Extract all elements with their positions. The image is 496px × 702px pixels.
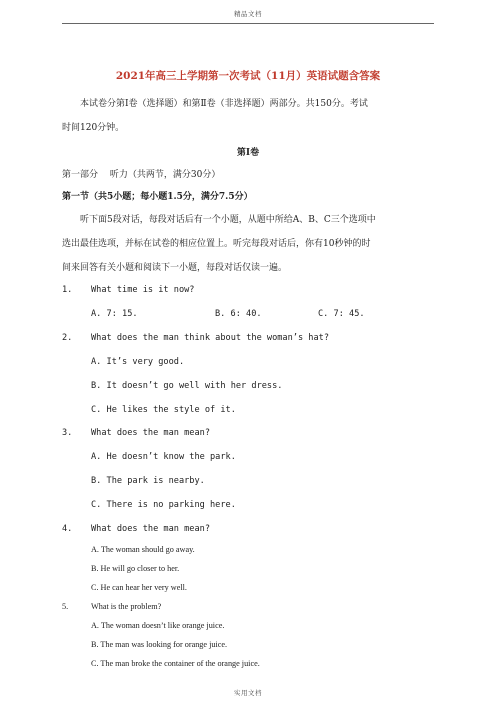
question-text: What does the man think about the woman’s hat? [91, 333, 329, 343]
footer-watermark: 实用文档 [234, 689, 262, 697]
section-heading: 第一节（共5小题；每小题1.5分，满分7.5分） [62, 192, 253, 202]
option-a: A. The woman doesn’t like orange juice. [91, 621, 225, 630]
question-number: 1. [62, 285, 73, 295]
option-c: C. The man broke the container of the orange juice. [91, 659, 260, 668]
option-a: A. The woman should go away. [91, 545, 195, 554]
question-number: 4. [62, 524, 73, 534]
intro-line-1: 本试卷分第Ⅰ卷（选择题）和第Ⅱ卷（非选择题）两部分。共150分。考试 [80, 99, 368, 109]
intro-line-2: 时间120分钟。 [62, 123, 125, 133]
option-b: B. 6: 40. [215, 309, 262, 319]
option-c: C. He can hear her very well. [91, 583, 187, 592]
document-title: 2021年高三上学期第一次考试（11月）英语试题含答案 [115, 70, 381, 82]
directions-line-3: 间来回答有关小题和阅读下一小题，每段对话仅读一遍。 [62, 263, 288, 273]
header-watermark: 精品文档 [234, 10, 262, 18]
option-b: B. The park is nearby. [91, 476, 205, 486]
option-a: A. He doesn’t know the park. [91, 452, 236, 462]
option-b: B. It doesn’t go well with her dress. [91, 381, 283, 391]
option-c: C. There is no parking here. [91, 500, 236, 510]
directions-line-1: 听下面5段对话，每段对话后有一个小题，从题中所给A、B、C三个选项中 [80, 215, 376, 225]
question-number: 2. [62, 333, 73, 343]
volume-heading: 第Ⅰ卷 [236, 148, 260, 158]
header-divider [62, 23, 434, 24]
directions-line-2: 选出最佳选项，并标在试卷的相应位置上。听完每段对话后，你有10秒钟的时 [62, 239, 371, 249]
question-number: 3. [62, 428, 73, 438]
option-c: C. He likes the style of it. [91, 405, 236, 415]
question-number: 5. [62, 602, 69, 611]
option-b: B. The man was looking for orange juice. [91, 640, 228, 649]
question-text: What is the problem? [91, 602, 162, 611]
option-c: C. 7: 45. [318, 309, 365, 319]
option-a: A. It’s very good. [91, 357, 185, 367]
option-a: A. 7: 15. [91, 309, 138, 319]
option-b: B. He will go closer to her. [91, 564, 180, 573]
part-heading: 第一部分 听力（共两节，满分30分） [62, 170, 221, 180]
question-text: What time is it now? [91, 285, 195, 295]
question-text: What does the man mean? [91, 524, 210, 534]
question-text: What does the man mean? [91, 428, 210, 438]
